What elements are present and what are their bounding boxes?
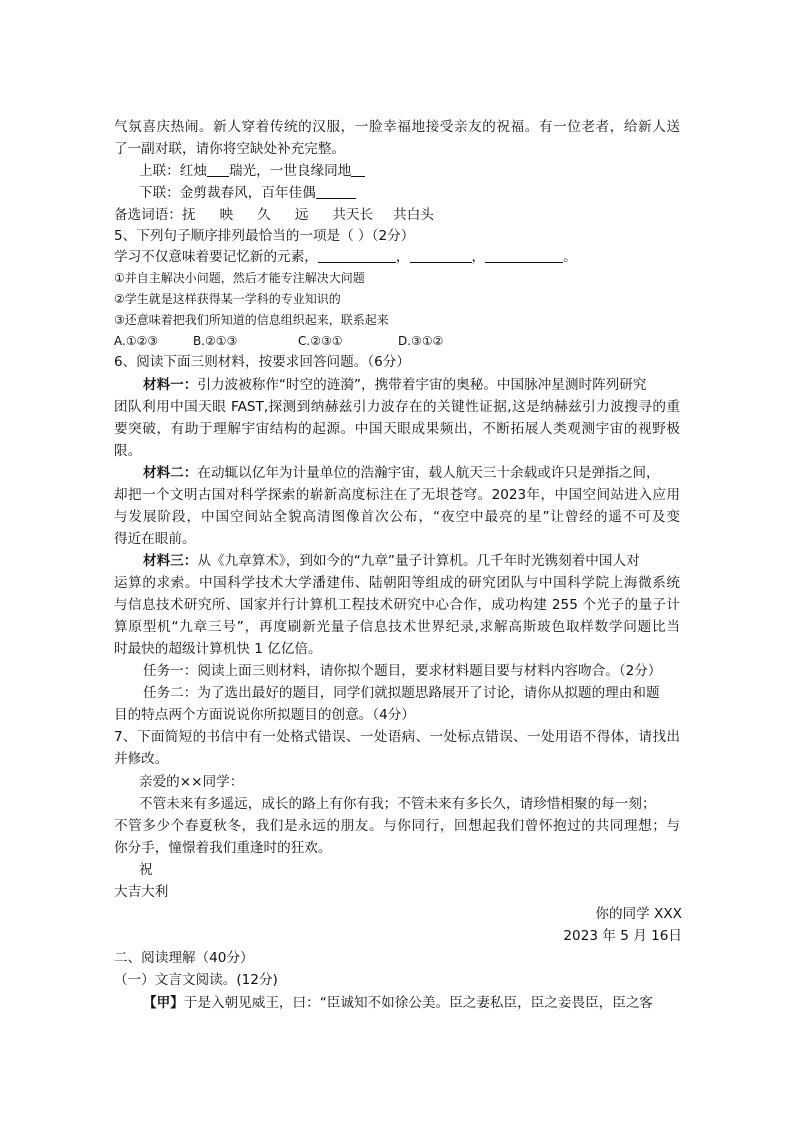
option-d: D.③①② xyxy=(398,334,444,348)
passage-jia-label: 【甲】 xyxy=(143,995,184,1011)
material-3-line: 运算的求索。中国科学技术大学潘建伟、陆朝阳等组成的研究团队与中国科学院上海微系统 xyxy=(114,575,680,591)
answer-blank[interactable] xyxy=(316,184,356,199)
paragraph-line: 了一副对联，请你将空缺处补充完整。 xyxy=(114,141,346,157)
letter-greeting: 亲爱的××同学： xyxy=(139,774,244,790)
task-2: 任务二：为了选出最好的题目，同学们就拟题思路展开了讨论，请你从拟题的理由和题 xyxy=(143,685,660,701)
stem-comma: ， xyxy=(471,249,486,265)
question-7: 7、下面简短的书信中有一处格式错误、一处语病、一处标点错误、一处用语不得体，请找出 xyxy=(114,729,680,745)
option-a: A.①②③ xyxy=(114,334,159,348)
sentence-2: ②学生就是这样获得某一学科的专业知识的 xyxy=(114,292,341,306)
passage-text: 于是入朝见威王，曰：“臣诚知不如徐公美。臣之妻私臣，臣之妾畏臣，臣之客 xyxy=(183,995,654,1011)
material-2-line: 与发展阶段，中国空间站全貌高清图像首次公布，“夜空中最亮的星”让曾经的遥不可及变 xyxy=(114,509,680,525)
material-2-label: 材料二： xyxy=(143,465,198,481)
couplet-upper-a: 上联：红烛 xyxy=(139,163,207,179)
answer-options xyxy=(114,331,443,351)
section-heading: 二、阅读理解（40分） xyxy=(114,950,254,966)
question-5-stem xyxy=(114,247,577,267)
letter-body: 你分手，憧憬着我们重逢时的狂欢。 xyxy=(114,840,332,856)
material-1-label: 材料一： xyxy=(143,377,198,393)
option-c: C.②③① xyxy=(298,334,343,348)
word-option: 映 xyxy=(219,207,234,223)
answer-blank[interactable] xyxy=(410,248,472,263)
letter-body: 不管未来有多遥远，成长的路上有你有我；不管未来有多长久，请珍惜相聚的每一刻； xyxy=(139,796,656,812)
material-text: 从《九章算术》，到如今的“九章”量子计算机。几千年时光镌刻着中国人对 xyxy=(197,553,640,569)
letter-signature: 你的同学 XXX xyxy=(595,906,682,922)
question-6: 6、阅读下面三则材料，按要求回答问题。（6分） xyxy=(114,354,410,370)
letter-body: 不管多少个春夏秋冬，我们是永远的朋友。与你同行，回想起我们曾怀抱过的共同理想；与 xyxy=(114,818,680,834)
answer-blank[interactable] xyxy=(207,162,229,177)
letter-wish: 祝 xyxy=(139,862,153,878)
material-3-line: 与信息技术研究所、国家并行计算机工程技术研究中心合作，成功构建 255 个光子的量子计 xyxy=(114,597,680,613)
answer-blank[interactable] xyxy=(351,162,365,177)
word-option: 共白头 xyxy=(393,207,434,223)
word-option: 远 xyxy=(294,207,309,223)
material-1-line: 限。 xyxy=(114,443,142,459)
material-1-line: 要突破，有助于理解宇宙结构的起源。中国天眼成果频出，不断拓展人类观测宇宙的视野极 xyxy=(114,421,680,437)
answer-blank[interactable] xyxy=(485,248,563,263)
material-3-line: 时最快的超级计算机快 1 亿亿倍。 xyxy=(114,641,322,657)
couplet-upper xyxy=(139,161,365,181)
word-options xyxy=(114,205,434,225)
material-3-line: 算原型机“九章三号”，再度刷新光量子信息技术世界纪录,求解高斯玻色取样数学问题比当 xyxy=(114,619,680,635)
word-options-label: 备选词语： xyxy=(114,207,182,223)
letter-date: 2023 年 5 月 16日 xyxy=(563,928,682,944)
stem-period: 。 xyxy=(563,249,577,265)
material-text: 在动辄以亿年为计量单位的浩瀚宇宙，载人航天三十余载或许只是弹指之间， xyxy=(197,465,660,481)
task-2: 目的特点两个方面说说你所拟题目的创意。（4分） xyxy=(114,707,415,723)
option-b: B.②①③ xyxy=(193,334,238,348)
material-1-line xyxy=(143,375,646,395)
classical-text-line xyxy=(143,993,653,1013)
sentence-1: ①并自主解决小问题，然后才能专注解决大问题 xyxy=(114,271,365,285)
material-1-line: 团队利用中国天眼 FAST,探测到纳赫兹引力波存在的关键性证据,这是纳赫兹引力波搜寻的重 xyxy=(114,399,680,415)
material-2-line: 却把一个文明古国对科学探索的崭新高度标注在了无垠苍穹。2023年，中国空间站进入应用 xyxy=(114,487,680,503)
material-text: 引力波被称作“时空的涟漪”，携带着宇宙的奥秘。中国脉冲星测时阵列研究 xyxy=(197,377,647,393)
word-option: 抚 xyxy=(181,207,196,223)
couplet-upper-b: 瑞光，一世良缘同地 xyxy=(228,163,352,179)
task-1: 任务一：阅读上面三则材料，请你拟个题目，要求材料题目要与材料内容吻合。（2分） xyxy=(143,663,662,679)
material-3-line xyxy=(143,551,640,571)
material-2-line xyxy=(143,463,660,483)
subsection-heading: （一）文言文阅读。(12分) xyxy=(114,972,278,988)
material-3-label: 材料三： xyxy=(143,553,198,569)
couplet-lower-a: 下联：金剪裁春风，百年佳偶 xyxy=(139,185,316,201)
question-5: 5、下列句子顺序排列最恰当的一项是（ ）（2分） xyxy=(114,228,415,244)
couplet-lower xyxy=(139,183,356,203)
stem-text: 学习不仅意味着要记忆新的元素， xyxy=(114,249,318,265)
question-7: 并修改。 xyxy=(114,751,169,767)
paragraph-line: 气氛喜庆热闹。新人穿着传统的汉服，一脸幸福地接受亲友的祝福。有一位老者，给新人送 xyxy=(114,119,680,135)
word-option: 久 xyxy=(257,207,271,223)
sentence-3: ③还意味着把我们所知道的信息组织起来，联系起来 xyxy=(114,313,389,327)
stem-comma: ， xyxy=(395,249,410,265)
letter-wish-content: 大吉大利 xyxy=(114,884,169,900)
answer-blank[interactable] xyxy=(318,248,396,263)
material-2-line: 得近在眼前。 xyxy=(114,531,196,547)
word-option: 共天长 xyxy=(332,207,374,223)
